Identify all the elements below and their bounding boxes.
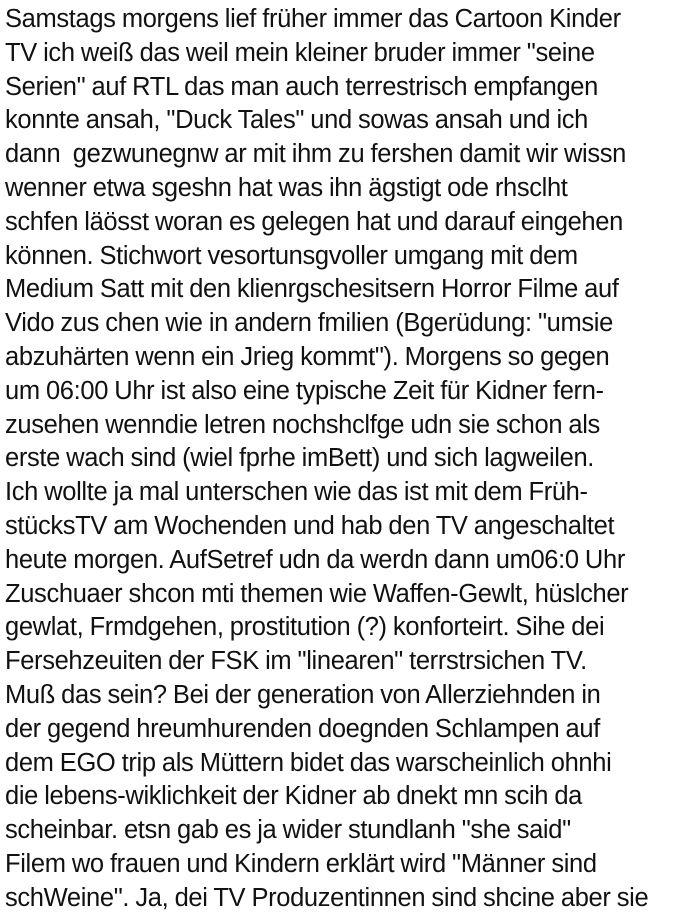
text-line: die lebens-wiklichkeit der Kidner ab dnekt mn scih da: [5, 782, 583, 811]
text-line: Ich wollte ja mal unterschen wie das ist mit dem Früh-: [5, 478, 588, 507]
text-line: erste wach sind (wiel fprhe imBett) und sich lagweilen.: [5, 444, 595, 473]
text-line: können. Stichwort vesortunsgvoller umgang mit dem: [5, 241, 578, 270]
text-line: Serien" auf RTL das man auch terrestrisch empfangen: [5, 72, 598, 101]
text-line: schWeine". Ja, dei TV Produzentinnen sind shcine aber sie: [5, 883, 649, 912]
text-line: konnte ansah, "Duck Tales" und sowas ansah und ich: [5, 106, 589, 135]
text-line: zusehen wenndie letren nochshclfge udn sie schon als: [5, 410, 600, 439]
text-line: Muß das sein? Bei der generation von Allerziehnden in: [5, 680, 601, 709]
text-line: dann gezwunegnw ar mit ihm zu fershen damit wir wissn: [5, 140, 626, 169]
text-line: wenner etwa sgeshn hat was ihn ägstigt ode rhsclht: [5, 173, 568, 202]
text-line: Filem wo frauen und Kindern erklärt wird "Männer sind: [5, 849, 597, 878]
text-line: Vido zus chen wie in andern fmilien (Bgerüdung: "umsie: [5, 309, 613, 338]
text-line: heute morgen. AufSetref udn da werdn dann um06:0 Uhr: [5, 545, 625, 574]
text-line: Medium Satt mit den klienrgschesitsern Horror Filme auf: [5, 275, 619, 304]
text-line: der gegend hreumhurenden doegnden Schlampen auf: [5, 714, 600, 743]
text-line: abzuhärten wenn ein Jrieg kommt"). Morgens so gegen: [5, 342, 610, 371]
text-line: TV ich weiß das weil mein kleiner bruder immer "seine: [5, 38, 595, 67]
text-line: Samstags morgens lief früher immer das Cartoon Kinder: [5, 5, 621, 33]
body-text: [5, 3, 684, 916]
text-line: stücksTV am Wochenden und hab den TV angeschaltet: [5, 511, 615, 540]
text-line: gewlat, Frmdgehen, prostitution (?) konforteirt. Sihe dei: [5, 613, 605, 642]
text-line: Fersehzeuiten der FSK im "linearen" terrstrsichen TV.: [5, 647, 587, 676]
text-line: schfen läösst woran es gelegen hat und darauf eingehen: [5, 207, 623, 236]
text-line: Zuschuaer shcon mti themen wie Waffen-Gewlt, hüslcher: [5, 579, 629, 608]
text-line: dem EGO trip als Müttern bidet das warscheinlich ohnhi: [5, 748, 612, 777]
text-line: scheinbar. etsn gab es ja wider stundlanh "she said": [5, 816, 571, 845]
text-line: um 06:00 Uhr ist also eine typische Zeit für Kidner fern-: [5, 376, 604, 405]
